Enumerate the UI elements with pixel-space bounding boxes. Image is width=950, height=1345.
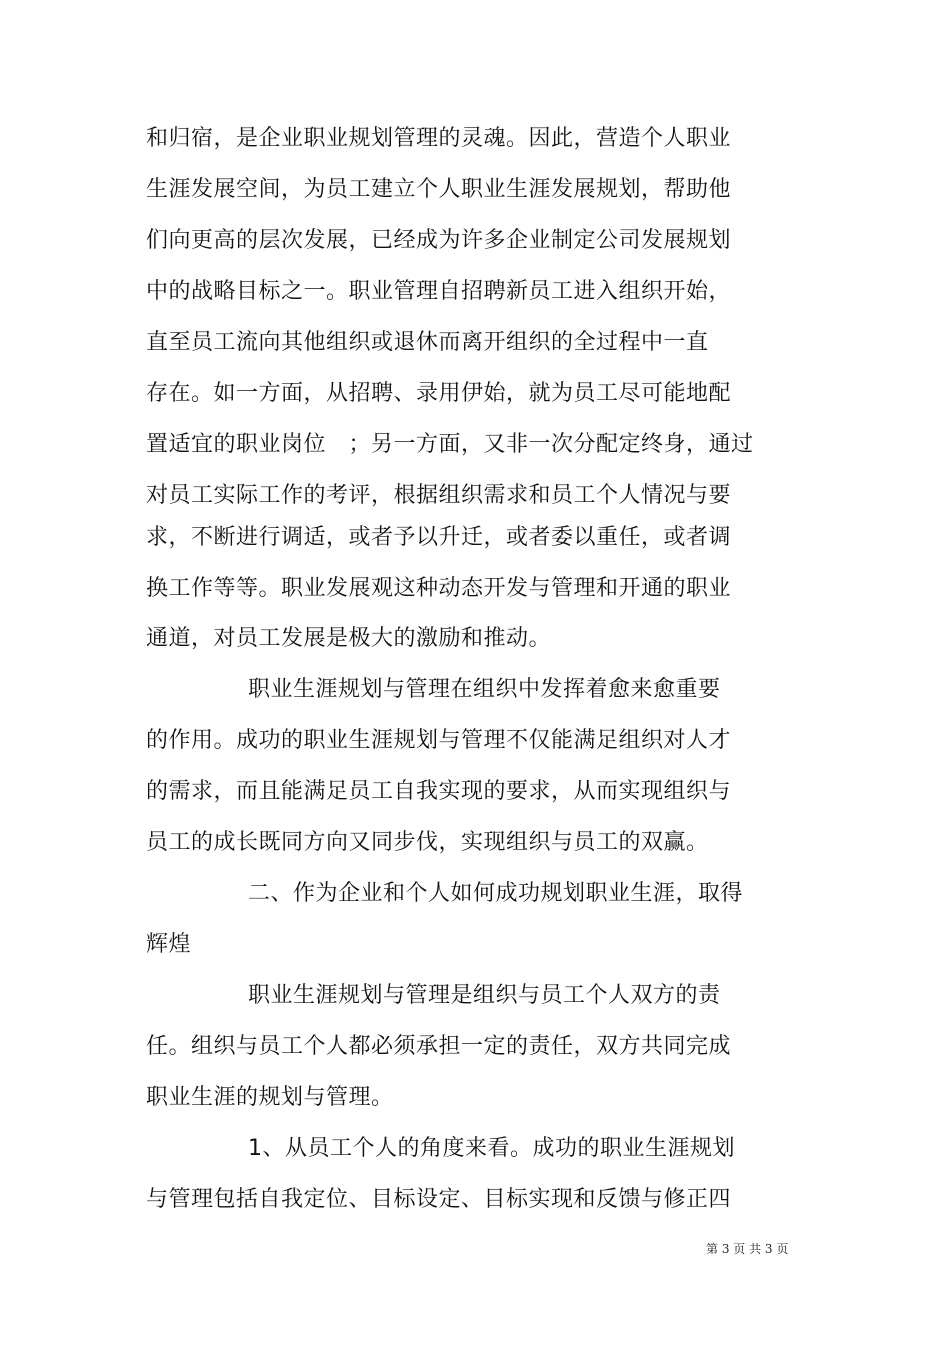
text-line: 置适宜的职业岗位 ；另一方面，又非一次分配定终身，通过 bbox=[146, 432, 754, 457]
text-line: 们向更高的层次发展，已经成为许多企业制定公司发展规划 bbox=[146, 228, 732, 253]
text-line: 和归宿，是企业职业规划管理的灵魂。因此，营造个人职业 bbox=[146, 126, 732, 151]
text-line: 职业生涯的规划与管理。 bbox=[146, 1085, 394, 1110]
text-line: 任。组织与员工个人都必须承担一定的责任，双方共同完成 bbox=[146, 1034, 732, 1059]
text-line: 的作用。成功的职业生涯规划与管理不仅能满足组织对人才 bbox=[146, 728, 732, 753]
text-line: 直至员工流向其他组织或退休而离开组织的全过程中一直 bbox=[146, 330, 709, 355]
text-line: 存在。如一方面，从招聘、录用伊始，就为员工尽可能地配 bbox=[146, 381, 732, 406]
paragraph-first-line: 职业生涯规划与管理在组织中发挥着愈来愈重要 bbox=[248, 677, 721, 702]
text-line: 员工的成长既同方向又同步伐，实现组织与员工的双赢。 bbox=[146, 830, 709, 855]
text-line: 通道，对员工发展是极大的激励和推动。 bbox=[146, 626, 552, 651]
page-number-footer: 第 3 页 共 3 页 bbox=[706, 1242, 789, 1256]
paragraph-first-line: 职业生涯规划与管理是组织与员工个人双方的责 bbox=[248, 983, 721, 1008]
text-line: 中的战略目标之一。职业管理自招聘新员工进入组织开始， bbox=[146, 279, 732, 304]
text-line: 求，不断进行调适，或者予以升迁，或者委以重任，或者调 bbox=[146, 525, 732, 550]
paragraph-first-line: 1、从员工个人的角度来看。成功的职业生涯规划 bbox=[248, 1136, 735, 1161]
section-heading-continuation: 辉煌 bbox=[146, 932, 192, 957]
text-line: 的需求，而且能满足员工自我实现的要求，从而实现组织与 bbox=[146, 779, 732, 804]
text-line: 对员工实际工作的考评，根据组织需求和员工个人情况与要 bbox=[146, 483, 732, 508]
text-line: 换工作等等。职业发展观这种动态开发与管理和开通的职业 bbox=[146, 576, 732, 601]
text-line: 与管理包括自我定位、目标设定、目标实现和反馈与修正四 bbox=[146, 1187, 732, 1212]
text-line: 生涯发展空间，为员工建立个人职业生涯发展规划，帮助他 bbox=[146, 177, 732, 202]
section-heading: 二、作为企业和个人如何成功规划职业生涯，取得 bbox=[248, 881, 744, 906]
